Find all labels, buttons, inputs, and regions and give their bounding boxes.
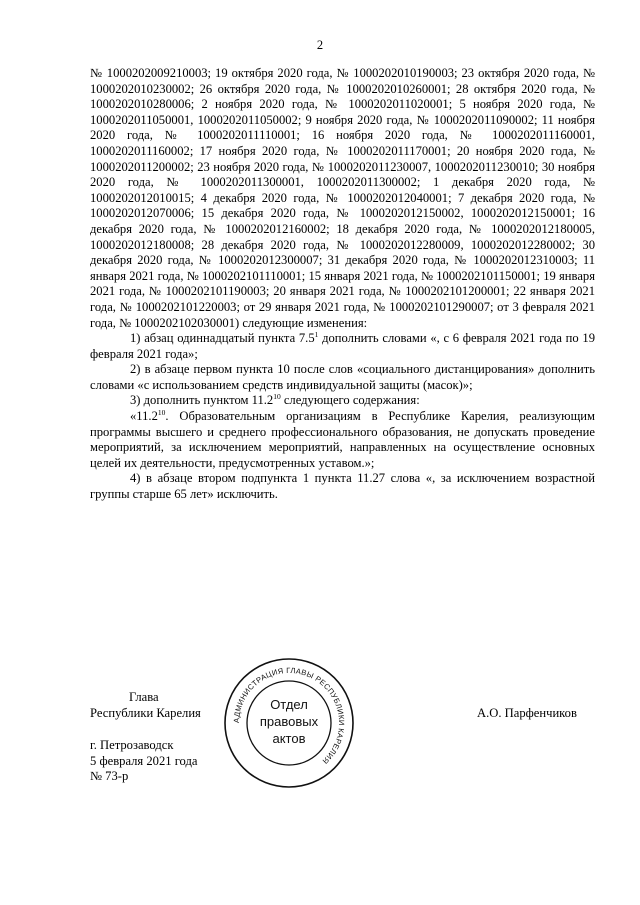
amendment-item-1-text: 1) абзац одиннадцатый пункта 7.5 [130,331,315,346]
quoted-clause-number: «11.2 [130,409,158,424]
amendment-item-1 [90,331,595,362]
signature-title-line2: Республики Карелия [90,706,201,720]
superscript: 10 [157,407,166,417]
document-number: № 73-р [90,769,129,784]
amendment-item-1-text-end: дополнить словами «, с 6 февраля 2021 года по 19 февраля 2021 года»; [90,331,596,361]
amendment-item-3 [90,393,595,409]
stamp-line-3: актов [272,731,306,746]
issue-date: 5 февраля 2021 года [90,753,198,768]
amendment-item-4: 4) в абзаце втором подпункта 1 пункта 11.27 слова «, за исключением возрастной группы старше 65 лет» исключить. [90,471,595,502]
signature-title-line1: Глава [129,690,159,704]
amendment-item-3-text-end: следующего содержания: [280,393,420,408]
document-body [90,66,595,503]
stamp-line-2: правовых [259,714,319,729]
amendment-item-2: 2) в абзаце первом пункта 10 после слов «социального дистанцирования» дополнить словами «с использованием средств индивидуальной защиты (масок)»; [90,362,595,392]
stamp-line-1: Отдел [270,697,308,712]
quoted-new-clause [90,409,595,471]
superscript: 10 [273,392,281,402]
stamp-outer-text: АДМИНИСТРАЦИЯ ГЛАВЫ РЕСПУБЛИКИ КАРЕЛИЯ [231,665,347,766]
issue-details [90,738,197,785]
page-number: 2 [316,38,324,52]
quoted-clause-text: . Образовательным организациям в Республике Карелия, реализующим программы высшего и среднего профессионального образования, не допускать проведение мероприятий, за исключением мероприятий, направленных на осуществление основных целей их деятельности, предусмотренных уставом.»; [90,409,595,470]
issue-place: г. Петрозаводск [90,738,174,752]
signatory-name: А.О. Парфенчиков [477,706,577,720]
continuation-paragraph: № 1000202009210003; 19 октября 2020 года, № 1000202010190003; 23 октября 2020 года, № 1000202010230002; 26 октября 2020 года, № 1000202010260001; 28 октября 2020 года, № 1000202010280006; 2 ноября 2020 года, № 1000202011020001; 5 ноября 2020 года, № 1000202011050001, 1000202011050002; 9 ноября 2020 года, № 1000202011090002; 11 ноября 2020 года, № 1000202011110001; 16 ноября 2020 года, № 1000202011160001, 1000202011160002; 17 ноября 2020 года, № 1000202011170001; 20 ноября 2020 года, № 1000202011200002; 23 ноября 2020 года, № 1000202011230007, 1000202011230010; 30 ноября 2020 года, № 1000202011300001, 1000202011300002; 1 декабря 2020 года, № 1000202012010015; 4 декабря 2020 года, № 1000202012040001; 7 декабря 2020 года, № 1000202012070006; 15 декабря 2020 года, № 1000202012150002, 1000202012150001; 16 декабря 2020 года, № 1000202012160002; 18 декабря 2020 года, № 1000202012180005, 1000202012180008; 28 декабря 2020 года, № 1000202012280009, 1000202012280002; 30 декабря 2020 года, № 1000202012300007; 31 декабря 2020 года, № 1000202012310003; 11 января 2021 года, № 1000202101110001; 15 января 2021 года, № 1000202101150001; 19 января 2021 года, № 1000202101190003; 20 января 2021 года, № 1000202101200001; 22 января 2021 года, № 1000202101220003; от 29 января 2021 года, № 1000202101290007; от 3 февраля 2021 года, № 1000202102030001) следующие изменения: [90,66,595,330]
superscript: 1 [314,329,319,339]
amendment-item-3-text: 3) дополнить пунктом 11.2 [130,393,274,408]
seal-stamp-icon [222,656,356,790]
